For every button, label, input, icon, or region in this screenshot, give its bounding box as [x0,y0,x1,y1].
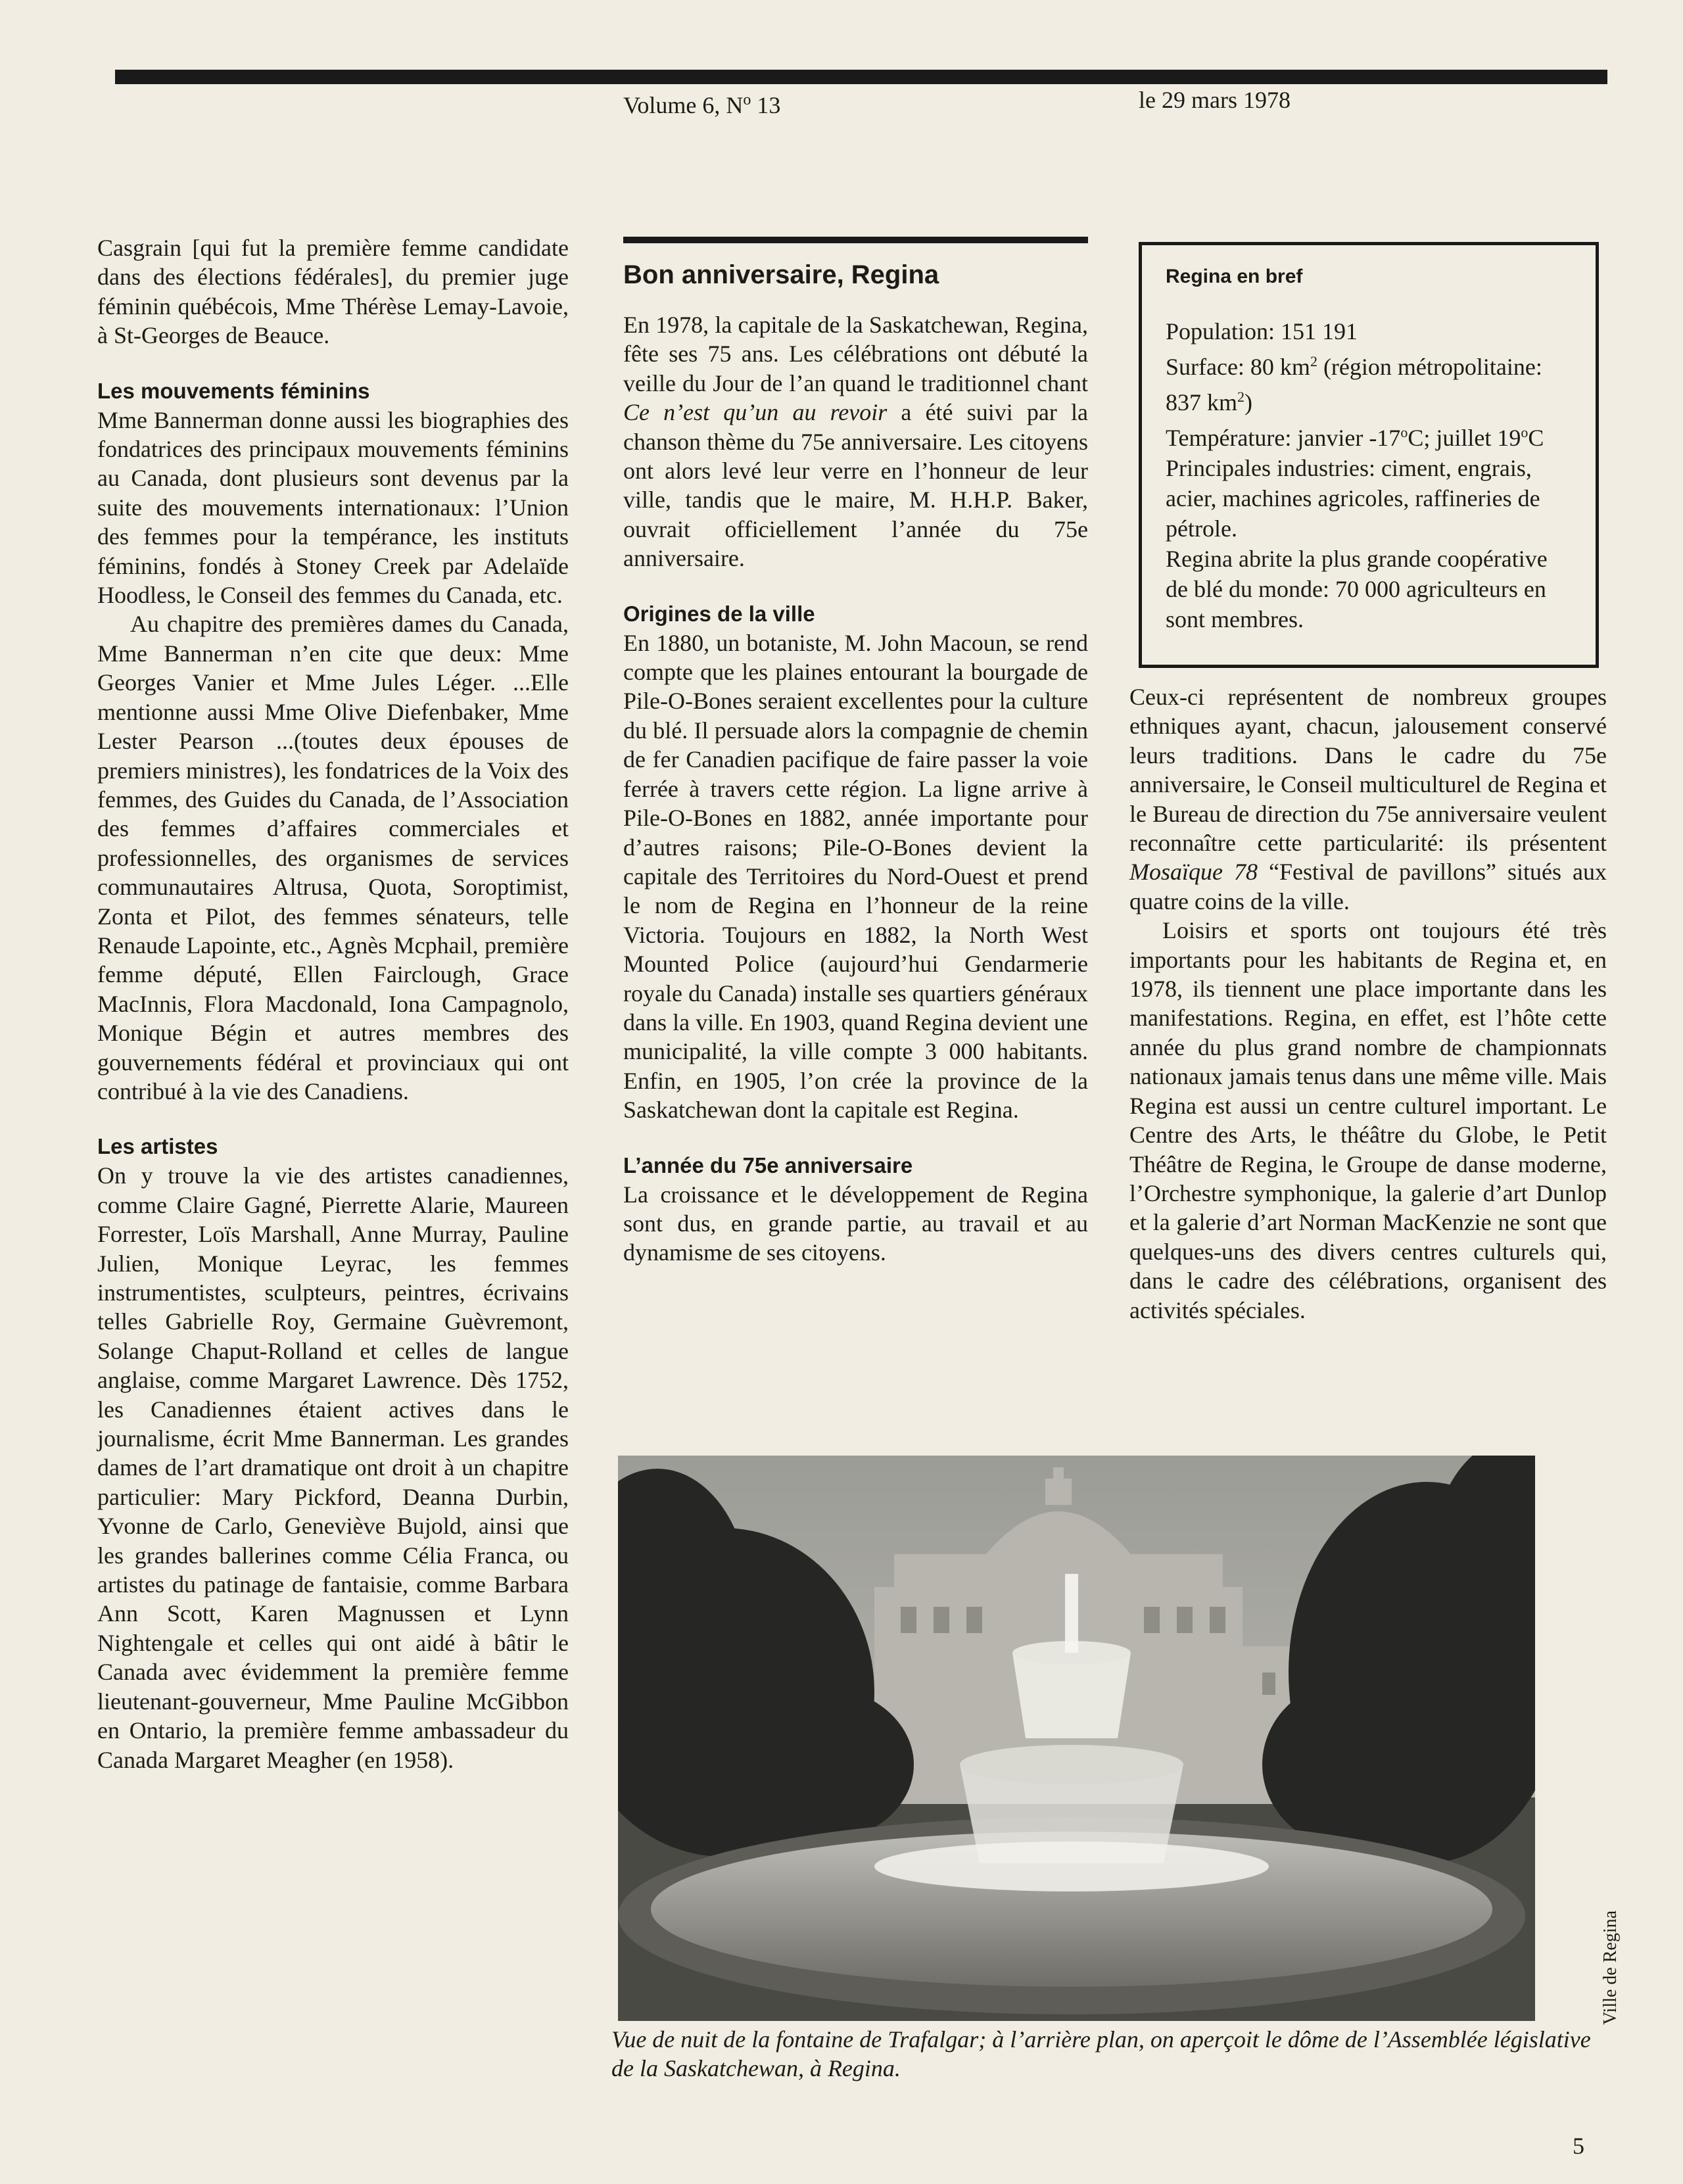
section-heading: Origines de la ville [623,601,815,626]
article-rule [623,237,1088,243]
photo-caption: Vue de nuit de la fontaine de Trafalgar; à l’arrière plan, on aperçoit le dôme de l’Assemblée législative de la Saskatchewan, à Regina. [611,2026,1591,2081]
facts-box-title: Regina en bref [1166,266,1303,287]
paragraph: Mme Bannerman donne aussi les biographies des fondatrices des principaux mouvements féminins au Canada, dont plusieurs sont devenus par la suite des mouvements internationaux: l’Union des femmes pour la tempérance, les instituts féminins, fondés à Stoney Creek par Adelaïde Hoodless, le Conseil des femmes du Canada, etc. [97,406,569,609]
column-1 [97,233,569,1774]
paragraph: En 1978, la capitale de la Saskatchewan, Regina, fête ses 75 ans. Les célébrations ont débuté la veille du Jour de l’an quand le traditionnel chant Ce n’est qu’un au revoir a été suivi par la chanson thème du 75e anniversaire. Les citoyens ont alors levé leur verre en l’honneur de leur ville, tandis que le maire, M. H.H.P. Baker, ouvrait officiellement l’année du 75e anniversaire. [623,312,1088,572]
top-rule [115,70,1607,84]
paragraph: Ceux-ci représentent de nombreux groupes ethniques ayant, chacun, jalousement conservé leurs traditions. Dans le cadre du 75e anniversaire, le Conseil multiculturel de Regina et le Bureau de direction du 75e anniversaire veulent reconnaître cette particularité: ils présentent Mosaïque 78 “Festival de pavillons” situés aux quatre coins de la ville. [1129,684,1607,914]
fountain-illustration [618,1456,1535,2021]
paragraph: En 1880, un botaniste, M. John Macoun, se rend compte que les plaines entourant la bourgade de Pile-O-Bones seraient excellentes pour la culture du blé. Il persuade alors la compagnie de chemin de fer Canadien pacifique de faire passer la voie ferrée à travers cette région. La ligne arrive à Pile-O-Bones en 1882, année importante pour d’autres raisons; Pile-O-Bones devient la capitale des Territoires du Nord-Ouest et prend le nom de Regina en l’honneur de la reine Victoria. Toujours en 1882, la North West Mounted Police (aujourd’hui Gendarmerie royale du Canada) installe ses quartiers généraux dans la ville. En 1903, quand Regina devient une municipalité, la ville compte 3 000 habitants. Enfin, en 1905, l’on crée la province de la Saskatchewan dont la capitale est Regina. [623,629,1088,1124]
fountain-photo [618,1456,1535,2021]
facts-box [1139,242,1599,668]
page-number: 5 [1573,2133,1584,2159]
issue-date: le 29 mars 1978 [1139,87,1291,113]
section-heading: L’année du 75e anniversaire [623,1152,913,1177]
fact-population: Population: 151 191 [1166,318,1358,344]
volume-label: Volume 6, $N^o$ 13 [623,91,781,118]
fact-industries: Principales industries: ciment, engrais, acier, machines agricoles, raffineries de pétrole. [1166,455,1540,542]
fact-cooperative: Regina abrite la plus grande coopérative de blé du monde: 70 000 agriculteurs en sont membres. [1166,546,1548,632]
photo-credit: Ville de Regina [1600,1910,1621,2025]
section-heading: Les mouvements féminins [97,378,370,403]
article-title: Bon anniversaire, Regina [623,260,939,289]
paragraph: On y trouve la vie des artistes canadiennes, comme Claire Gagné, Pierrette Alarie, Maureen Forrester, Loïs Marshall, Anne Murray, Pauline Julien, Monique Leyrac, les femmes instrumentistes, sculpteurs, peintres, écrivains telles Gabrielle Roy, Germaine Guèvremont, Solange Chaput-Rolland et celles de langue anglaise, comme Margaret Lawrence. Dès 1752, les Canadiennes étaient actives dans le journalisme, écrit Mme Bannerman. Les grandes dames de l’art dramatique ont droit à un chapitre particulier: Mary Pickford, Deanna Durbin, Yvonne de Carlo, Geneviève Bujold, ainsi que les grandes ballerines comme Célia Franca, ou artistes du patinage de fantaisie, comme Barbara Ann Scott, Karen Magnussen et Lynn Nightengale et celles qui ont aidé à bâtir le Canada avec évidemment la première femme lieutenant-gouverneur, Mme Pauline McGibbon en Ontario, la première femme ambassadeur du Canada Margaret Meagher (en 1958). [97,1162,569,1773]
paragraph: Au chapitre des premières dames du Canada, Mme Bannerman n’en cite que deux: Mme Georges Vanier et Mme Jules Léger. ...Elle mentionne aussi Mme Olive Diefenbaker, Mme Lester Pearson ...(toutes deux épouses de premiers ministres), les fondatrices de la Voix des femmes, des Guides du Canada, de l’Association des femmes d’affaires commerciales et professionnelles, des organismes de services communautaires Altrusa, Quota, Soroptimist, Zonta et Pilot, des femmes sénateurs, telle Renaude Lapointe, etc., Agnès Mcphail, première femme député, Ellen Fairclough, Grace MacInnis, Flora Macdonald, Iona Campagnolo, Monique Bégin et autres membres des gouvernements fédéral et provinciaux qui ont contribué à la vie des Canadiens. [97,611,569,1104]
song-title: Ce n’est qu’un au revoir [623,399,888,426]
fact-surface: Surface: 80 $km^2$ (région métropolitaine: 837 $km^2$) [1166,353,1542,415]
paragraph: Casgrain [qui fut la première femme candidate dans des élections fédérales], du premier juge féminin québécois, Mme Thérèse Lemay-Lavoie, à St-Georges de Beauce. [97,235,569,349]
section-heading: Les artistes [97,1134,218,1159]
fact-temperature: Température: janvier -17$^o$C; juillet 19$^o$C [1166,424,1544,451]
column-3 [1129,682,1607,1325]
column-2 [623,237,1088,1268]
event-title: Mosaïque 78 [1129,859,1258,886]
paragraph: La croissance et le développement de Regina sont dus, en grande partie, au travail et au dynamisme de ses citoyens. [623,1181,1088,1266]
paragraph: Loisirs et sports ont toujours été très importants pour les habitants de Regina et, en 1978, ils tiennent une place importante dans les manifestations. Regina, en effet, est l’hôte cette année du plus grand nombre de championnats nationaux jamais tenus dans une même ville. Mais Regina est aussi un centre culturel important. Le Centre des Arts, le théâtre du Globe, le Petit Théâtre de Regina, le Groupe de danse moderne, l’Orchestre symphonique, la galerie d’art Dunlop et la galerie d’art Norman MacKenzie ne sont que quelques-uns des divers centres culturels qui, dans le cadre des célébrations, organisent des activités spéciales. [1129,917,1607,1323]
